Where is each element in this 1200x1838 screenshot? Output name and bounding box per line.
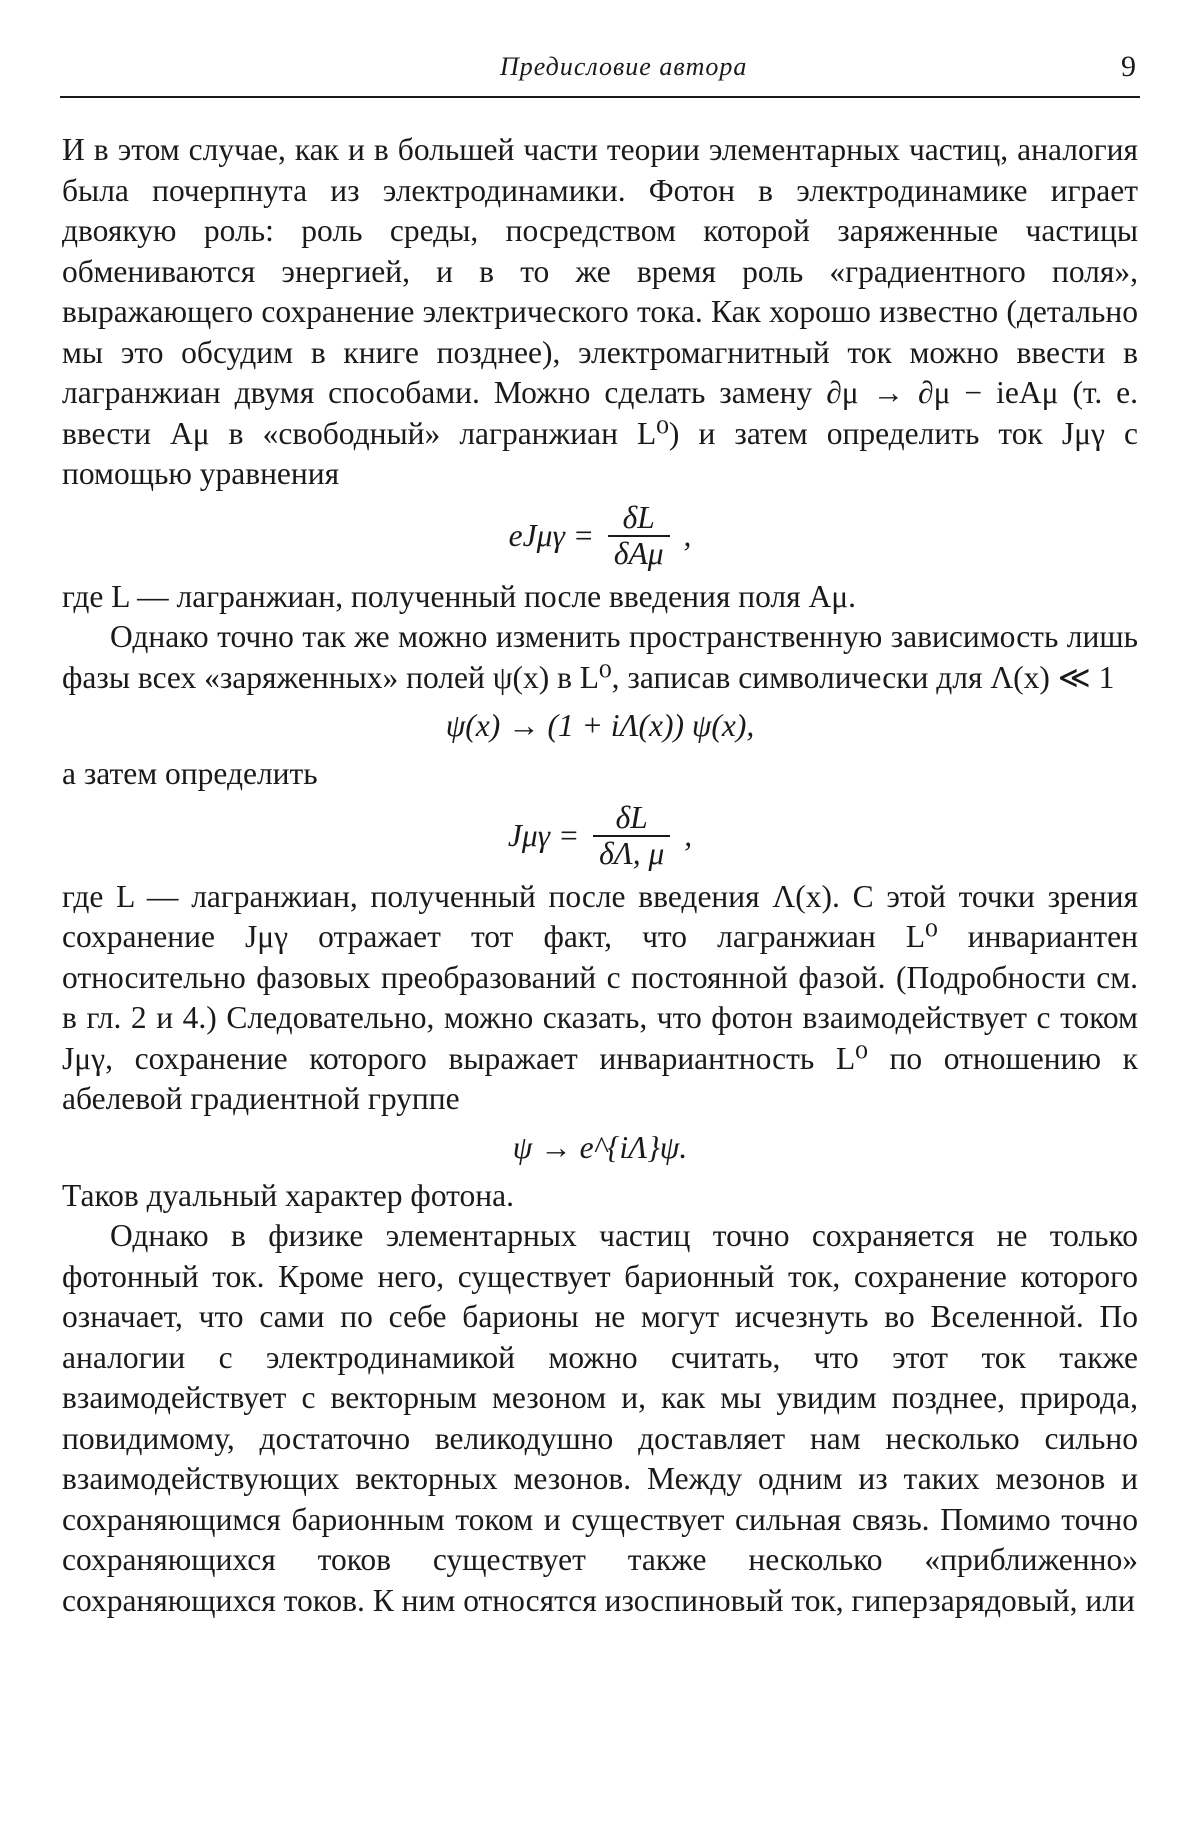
equation-3-denominator: δΛ, μ — [599, 835, 665, 871]
equation-1-fraction — [608, 501, 670, 571]
equation-3 — [62, 801, 1138, 871]
paragraph-7: Однако в физике элементарных частиц точно сохраняется не только фотонный ток. Кроме него, существует барионный ток, сохранение которого означает, что сами по себе барионы не могут исчезнуть во Вселенной. По аналогии с электродинамикой можно считать, что этот ток также взаимодействует с векторным мезоном и, как мы увидим позднее, природа, повидимому, достаточно великодушно доставляет нам несколько сильно взаимодействующих векторных мезонов. Между одним из таких мезонов и сохраняющимся барионным током и существует сильная связь. Помимо точно сохраняющихся токов существует также несколько «приближенно» сохраняющихся токов. К ним относятся изоспиновый ток, гиперзарядовый, или — [62, 1218, 1138, 1618]
paragraph-2: где L — лагранжиан, полученный после введения поля Aμ. — [62, 578, 857, 614]
equation-3-lhs: Jμγ = — [507, 817, 580, 853]
header-rule — [60, 96, 1140, 98]
equation-4: ψ → e^{iΛ}ψ. — [512, 1129, 688, 1165]
page-number: 9 — [1121, 50, 1136, 83]
equation-3-fraction — [593, 801, 670, 871]
page-header — [60, 52, 1140, 92]
equation-3-numerator: δL — [593, 801, 670, 837]
paragraph-5: где L — лагранжиан, полученный после введения Λ(x). С этой точки зрения сохранение Jμγ отражает тот факт, что лагранжиан L⁰ инвариантен относительно фазовых преобразований с постоянной фазой. (Подробности см. в гл. 2 и 4.) Следовательно, можно сказать, что фотон взаимодействует с током Jμγ, сохранение которого выражает инвариантность L⁰ по отношению к абелевой градиентной группе — [62, 878, 1138, 1116]
paragraph-4: а затем определить — [62, 756, 318, 791]
equation-1 — [62, 501, 1138, 571]
paragraph-6: Таков дуальный характер фотона. — [62, 1177, 514, 1213]
equation-2: ψ(x) → (1 + iΛ(x)) ψ(x), — [445, 708, 755, 743]
paragraph-1: И в этом случае, как и в большей части теории элементарных частиц, аналогия была почерпнута из электродинамики. Фотон в электродинамике играет двоякую роль: роль среды, посредством которой заряженные частицы обмениваются энергией, и в то же время роль «градиентного поля», выражающего сохранение электрического тока. Как хорошо известно (детально мы это обсудим в книге позднее), электромагнитный ток можно ввести в лагранжиан двумя способами. Можно сделать замену ∂μ → ∂μ − ieAμ (т. е. ввести Aμ в «свободный» лагранжиан L⁰) и затем определить ток Jμγ с помощью уравнения — [62, 132, 1138, 491]
equation-1-punctuation: , — [683, 517, 692, 553]
equation-1-numerator: δL — [608, 501, 670, 537]
equation-1-lhs: eJμγ = — [508, 517, 594, 553]
equation-3-punctuation: , — [684, 817, 693, 853]
body-text — [62, 130, 1138, 1621]
equation-1-denominator: δAμ — [613, 535, 664, 571]
paragraph-3: Однако точно так же можно изменить пространственную зависимость лишь фазы всех «заряженных» полей ψ(x) в L⁰, записав символически для Λ(x) ≪ 1 — [62, 619, 1138, 695]
running-title: Предисловие автора — [500, 52, 748, 81]
